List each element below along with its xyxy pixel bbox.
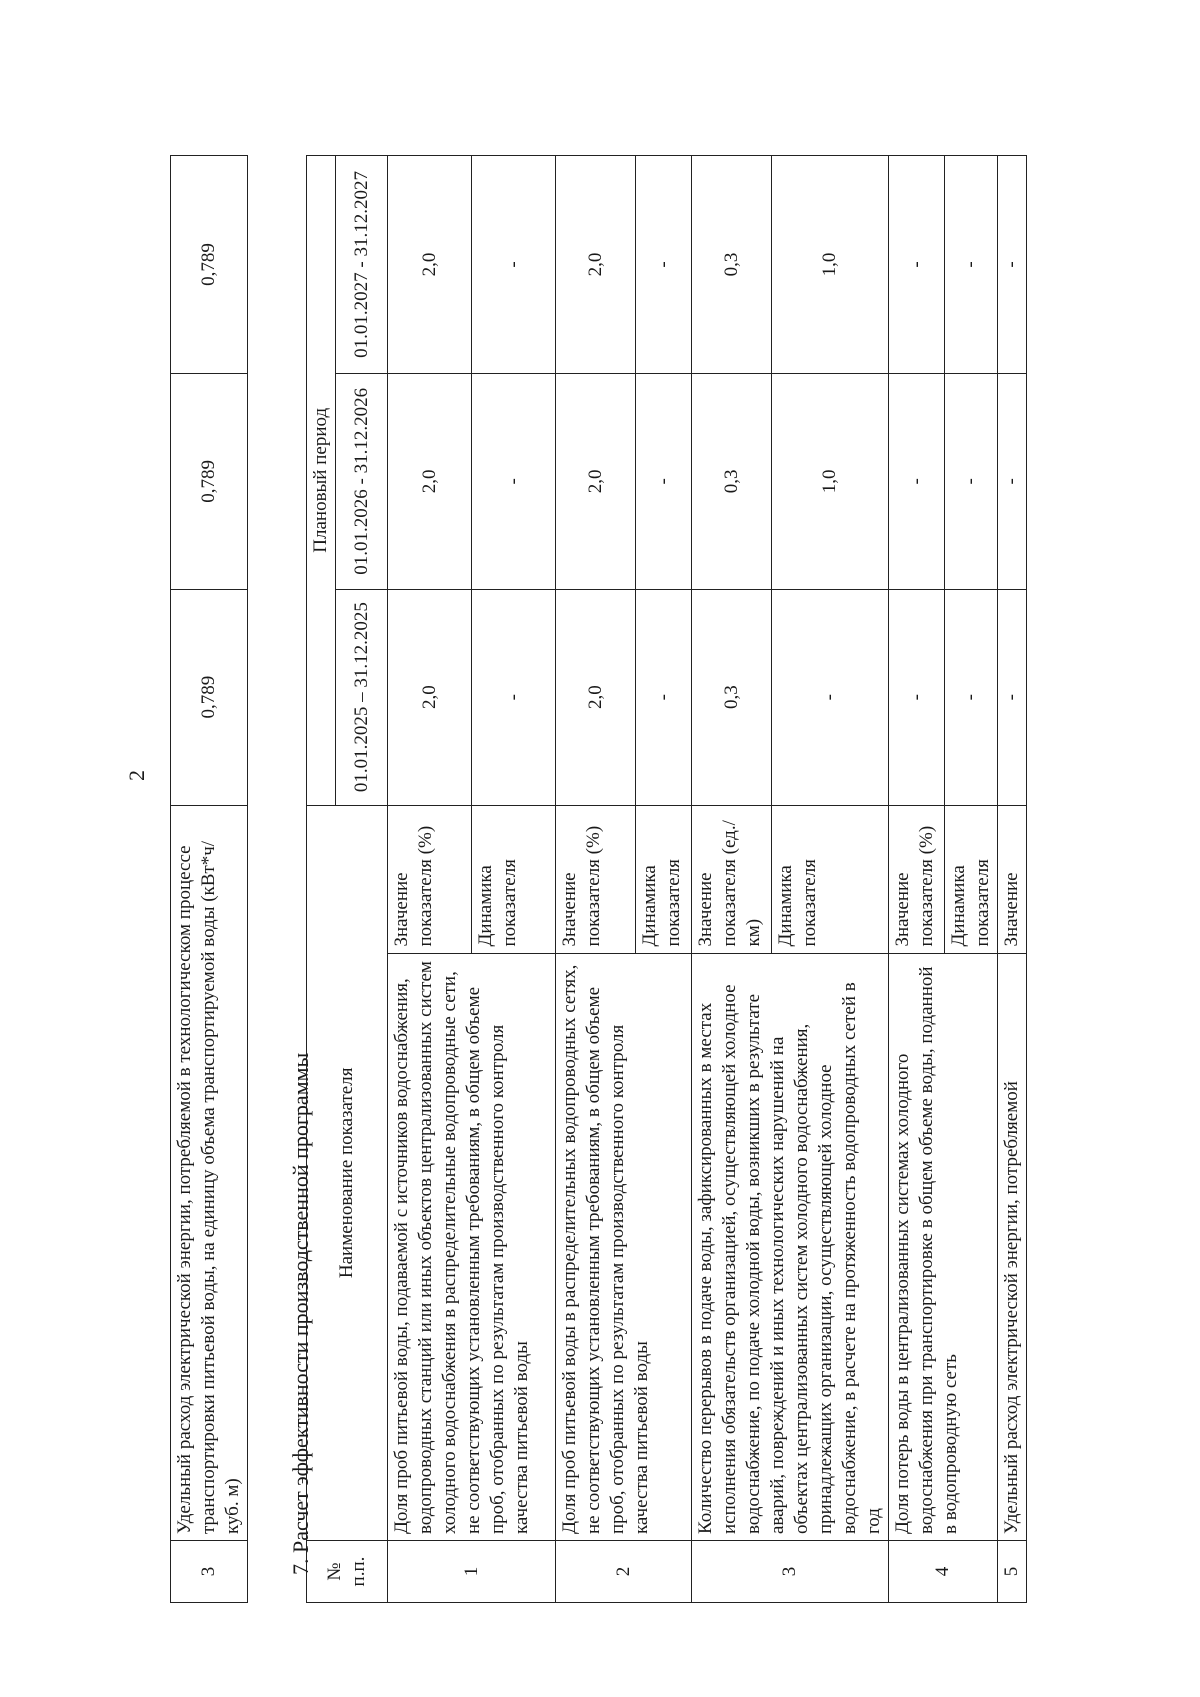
value-cell: 2,0 bbox=[388, 589, 472, 805]
value-cell: - bbox=[889, 373, 945, 589]
header-row bbox=[307, 156, 336, 1603]
value-cell: 2,0 bbox=[556, 373, 636, 589]
value-cell: 2,0 bbox=[388, 156, 472, 374]
sub-label: Значение показателя (%) bbox=[388, 805, 472, 953]
value-cell: - bbox=[889, 156, 945, 374]
table-row bbox=[171, 156, 248, 1603]
value-cell: - bbox=[998, 589, 1027, 805]
value-cell: - bbox=[998, 156, 1027, 374]
row-number: 1 bbox=[388, 1541, 556, 1603]
value-cell: - bbox=[945, 373, 998, 589]
row-number: 3 bbox=[171, 1541, 248, 1603]
value-cell: 2,0 bbox=[556, 156, 636, 374]
value-cell: - bbox=[945, 156, 998, 374]
value-cell: - bbox=[472, 156, 556, 374]
value-cell: 0,789 bbox=[171, 373, 248, 589]
row-number: 5 bbox=[998, 1541, 1027, 1603]
value-cell: - bbox=[998, 373, 1027, 589]
indicator-name: Доля потерь воды в централизованных системах холодного водоснабжения при транспортировке в общем объеме воды, поданной в водопроводную сеть bbox=[889, 953, 998, 1541]
row-number: 4 bbox=[889, 1541, 998, 1603]
indicator-name: Удельный расход электрической энергии, потребляемой в технологическом процессе транспортировки питьевой воды, на единицу объема транспортируемой воды (кВт*ч/куб. м) bbox=[171, 805, 248, 1540]
sub-label: Значение показателя (%) bbox=[556, 805, 636, 953]
indicator-name: Удельный расход электрической энергии, потребляемой bbox=[998, 953, 1027, 1541]
sub-label: Динамика показателя bbox=[945, 805, 998, 953]
table-row bbox=[388, 156, 472, 1603]
value-cell: - bbox=[945, 589, 998, 805]
sub-label: Динамика показателя bbox=[636, 805, 692, 953]
header-period: 01.01.2026 - 31.12.2026 bbox=[336, 373, 388, 589]
value-cell: - bbox=[636, 156, 692, 374]
value-cell: - bbox=[472, 373, 556, 589]
sub-label: Значение показателя (%) bbox=[889, 805, 945, 953]
sub-label: Динамика показателя bbox=[472, 805, 556, 953]
value-cell: - bbox=[636, 373, 692, 589]
value-cell: 2,0 bbox=[388, 373, 472, 589]
value-cell: 2,0 bbox=[556, 589, 636, 805]
table-row bbox=[556, 156, 636, 1603]
sub-label: Динамика показателя bbox=[772, 805, 889, 953]
header-period: 01.01.2027 - 31.12.2027 bbox=[336, 156, 388, 374]
table-row bbox=[692, 156, 772, 1603]
value-cell: - bbox=[636, 589, 692, 805]
value-cell: - bbox=[889, 589, 945, 805]
efficiency-table bbox=[306, 155, 1027, 1603]
value-cell: 0,3 bbox=[692, 373, 772, 589]
header-planned-period: Плановый период bbox=[307, 156, 336, 806]
section-title: 7. Расчет эффективности производственной программы bbox=[288, 1052, 313, 1575]
sub-label: Значение bbox=[998, 805, 1027, 953]
value-cell: 0,3 bbox=[692, 156, 772, 374]
indicator-name: Доля проб питьевой воды в распределительных водопроводных сетях, не соответствующих установленным требованиям, в общем объеме проб, отобранных по результатам производственного контроля качества питьевой воды bbox=[556, 953, 692, 1541]
table-row bbox=[998, 156, 1027, 1603]
page-number: 2 bbox=[124, 770, 149, 781]
top-table bbox=[170, 155, 248, 1603]
indicator-name: Доля проб питьевой воды, подаваемой с источников водоснабжения, водопроводных станций или иных объектов централизованных систем холодного водоснабжения в распределительные водопроводные сети, не соответствующих установленным требованиям, в общем объеме проб, отобранных по результатам производственного контроля качества питьевой воды bbox=[388, 953, 556, 1541]
table-row bbox=[889, 156, 945, 1603]
header-num: № п.п. bbox=[307, 1541, 388, 1603]
sub-label: Значение показателя (ед./км) bbox=[692, 805, 772, 953]
value-cell: 1,0 bbox=[772, 156, 889, 374]
value-cell: 0,3 bbox=[692, 589, 772, 805]
row-number: 3 bbox=[692, 1541, 889, 1603]
value-cell: 0,789 bbox=[171, 589, 248, 805]
row-number: 2 bbox=[556, 1541, 692, 1603]
value-cell: - bbox=[772, 589, 889, 805]
value-cell: 1,0 bbox=[772, 373, 889, 589]
header-name: Наименование показателя bbox=[307, 805, 388, 1540]
header-period: 01.01.2025 – 31.12.2025 bbox=[336, 589, 388, 805]
value-cell: 0,789 bbox=[171, 156, 248, 374]
indicator-name: Количество перерывов в подаче воды, зафиксированных в местах исполнения обязательств организацией, осуществляющей холодное водоснабжение, по подаче холодной воды, возникших в результате аварий, повреждений и иных технологических нарушений на объектах централизованных систем холодного водоснабжения, принадлежащих организации, осуществляющей холодное водоснабжение, в расчете на протяженность водопроводных сетей в год bbox=[692, 953, 889, 1541]
value-cell: - bbox=[472, 589, 556, 805]
